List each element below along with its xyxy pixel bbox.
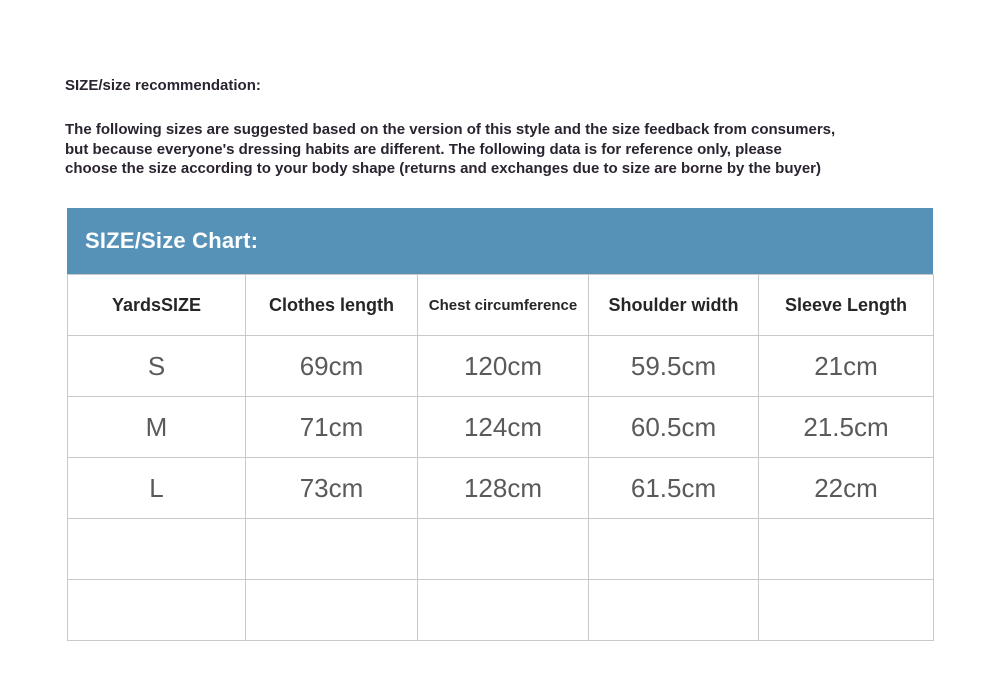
header-cell-sleeve-length: Sleeve Length xyxy=(759,275,934,336)
page-title: SIZE/size recommendation: xyxy=(65,77,261,94)
table-cell xyxy=(418,519,589,580)
cell-size-m: M xyxy=(68,397,246,458)
cell-l-shoulder-width: 61.5cm xyxy=(589,458,759,519)
paragraph-line-1: The following sizes are suggested based on the version of this style and the size feedback from consumers, xyxy=(65,121,836,138)
paragraph-line-2: but because everyone's dressing habits are different. The following data is for reference only, please xyxy=(65,140,782,158)
header-cell-clothes-length: Clothes length xyxy=(246,275,418,336)
cell-s-shoulder-width: 59.5cm xyxy=(589,336,759,397)
table-cell xyxy=(68,580,246,641)
table-row-m xyxy=(68,397,934,458)
table-cell xyxy=(246,580,418,641)
cell-m-chest-circumference: 124cm xyxy=(418,397,589,458)
cell-m-clothes-length: 71cm xyxy=(246,397,418,458)
cell-s-clothes-length: 69cm xyxy=(246,336,418,397)
table-cell xyxy=(589,580,759,641)
table-row-l xyxy=(68,458,934,519)
table-row-s xyxy=(68,336,934,397)
size-table xyxy=(67,274,934,641)
cell-l-clothes-length: 73cm xyxy=(246,458,418,519)
cell-l-sleeve-length: 22cm xyxy=(759,458,934,519)
table-cell xyxy=(759,580,934,641)
header-cell-shoulder-width: Shoulder width xyxy=(589,275,759,336)
table-row-empty-1 xyxy=(68,519,934,580)
cell-s-sleeve-length: 21cm xyxy=(759,336,934,397)
table-cell xyxy=(68,519,246,580)
table-cell xyxy=(418,580,589,641)
cell-m-shoulder-width: 60.5cm xyxy=(589,397,759,458)
table-header-row xyxy=(68,275,934,336)
paragraph-line-3: choose the size according to your body shape (returns and exchanges due to size are borne by the buyer) xyxy=(65,160,822,177)
cell-m-sleeve-length: 21.5cm xyxy=(759,397,934,458)
header-cell-chest-circumference: Chest circumference xyxy=(418,275,589,336)
cell-size-s: S xyxy=(68,336,246,397)
table-row-empty-2 xyxy=(68,580,934,641)
header-cell-yards-size: YardsSIZE xyxy=(68,275,246,336)
intro-paragraph xyxy=(65,120,835,179)
size-chart-title: SIZE/Size Chart: xyxy=(85,228,259,253)
cell-l-chest-circumference: 128cm xyxy=(418,458,589,519)
cell-size-l: L xyxy=(68,458,246,519)
table-cell xyxy=(246,519,418,580)
size-chart xyxy=(67,208,933,641)
cell-s-chest-circumference: 120cm xyxy=(418,336,589,397)
size-chart-title-bar xyxy=(67,208,933,274)
table-cell xyxy=(759,519,934,580)
table-cell xyxy=(589,519,759,580)
